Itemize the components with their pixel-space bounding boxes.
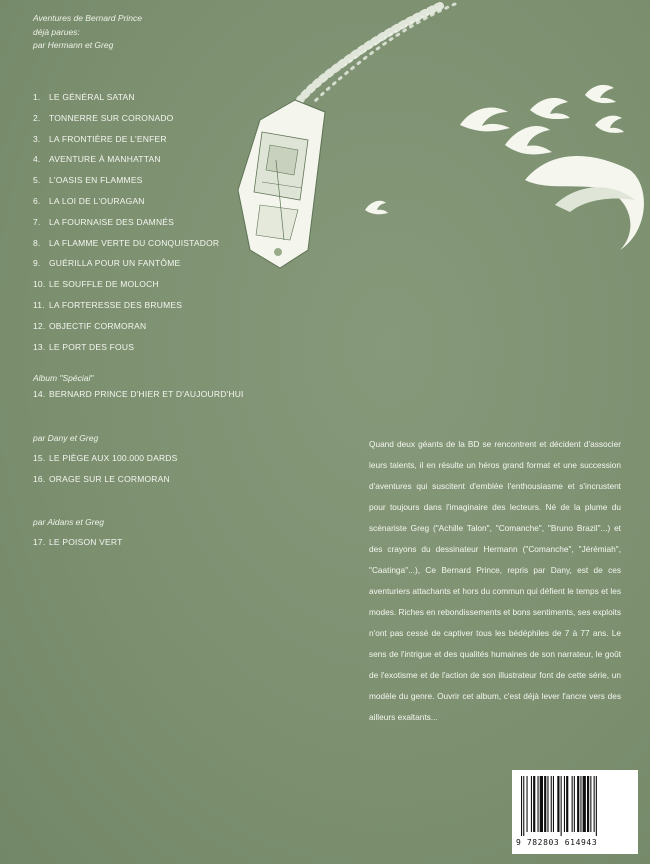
ship-illustration bbox=[190, 0, 650, 330]
list-item bbox=[33, 342, 219, 363]
ship-hull bbox=[238, 100, 325, 268]
barcode-bar bbox=[596, 776, 597, 836]
album-title: ORAGE SUR LE CORMORAN bbox=[49, 473, 170, 484]
album-number: 4. bbox=[33, 154, 41, 165]
album-number: 15. bbox=[33, 453, 46, 463]
album-list-aidans bbox=[33, 537, 123, 558]
album-number: 5. bbox=[33, 175, 41, 186]
barcode-bar bbox=[557, 776, 559, 832]
album-title: LA FRONTIÈRE DE L'ENFER bbox=[49, 133, 167, 144]
published-line: déjà parues: bbox=[33, 26, 80, 37]
special-album-label: Album "Spécial" bbox=[33, 373, 94, 383]
album-number: 11. bbox=[33, 299, 45, 310]
album-title: AVENTURE À MANHATTAN bbox=[49, 154, 161, 165]
barcode-bar bbox=[572, 776, 573, 832]
list-item bbox=[33, 474, 178, 495]
barcode-bar bbox=[527, 776, 528, 832]
album-title: LA FORTERESSE DES BRUMES bbox=[49, 299, 183, 310]
authors-aidans-greg: par Aidans et Greg bbox=[33, 517, 105, 527]
album-number: 6. bbox=[33, 195, 41, 206]
list-item bbox=[33, 453, 178, 474]
album-number: 8. bbox=[33, 237, 41, 248]
album-number: 10. bbox=[33, 279, 46, 290]
barcode-bar bbox=[544, 776, 546, 832]
barcode-bar bbox=[583, 776, 586, 832]
barcode-bar bbox=[564, 776, 565, 832]
album-number: 2. bbox=[33, 112, 41, 123]
authors-dany-greg: par Dany et Greg bbox=[33, 433, 99, 443]
album-number: 12. bbox=[33, 320, 46, 331]
album-title: TONNERRE SUR CORONADO bbox=[49, 112, 174, 123]
authors-hermann-greg: par Hermann et Greg bbox=[33, 40, 114, 50]
barcode-bar bbox=[594, 776, 595, 832]
album-list-special bbox=[33, 389, 244, 410]
album-title: GUÉRILLA POUR UN FANTÔME bbox=[49, 258, 181, 269]
barcode-bar bbox=[547, 776, 548, 832]
album-title: LA FLAMME VERTE DU CONQUISTADOR bbox=[49, 237, 220, 248]
album-number: 1. bbox=[33, 92, 41, 102]
barcode-bar bbox=[551, 776, 552, 832]
barcode-bar bbox=[533, 776, 535, 832]
album-title: LE PIÈGE AUX 100.000 DARDS bbox=[49, 453, 178, 463]
barcode-bar bbox=[538, 776, 539, 832]
album-number: 9. bbox=[33, 258, 41, 269]
list-item bbox=[33, 537, 123, 558]
barcode-bar bbox=[580, 776, 581, 832]
album-number: 17. bbox=[33, 537, 46, 547]
barcode-bar bbox=[540, 776, 543, 832]
barcode-bar bbox=[577, 776, 579, 832]
series-line: Aventures de Bernard Prince bbox=[33, 13, 142, 23]
barcode-bar bbox=[566, 776, 568, 832]
barcode-bar bbox=[523, 776, 524, 836]
barcode-bar bbox=[553, 776, 554, 832]
album-title: LA FOURNAISE DES DAMNÉS bbox=[49, 216, 175, 227]
seagull-icon bbox=[365, 85, 644, 250]
barcode-bar bbox=[574, 776, 575, 832]
album-title: LE PORT DES FOUS bbox=[49, 341, 135, 352]
barcode-bar bbox=[531, 776, 532, 832]
barcode-bar bbox=[521, 776, 522, 836]
barcode bbox=[512, 770, 638, 854]
barcode-digits: 9 782803 614943 bbox=[516, 838, 598, 847]
barcode-bar bbox=[587, 776, 589, 832]
album-number: 14. bbox=[33, 389, 46, 399]
album-title: LE GÉNÉRAL SATAN bbox=[49, 92, 135, 102]
barcode-bar bbox=[561, 776, 562, 836]
album-number: 7. bbox=[33, 216, 41, 227]
synopsis-text: Quand deux géants de la BD se rencontrent et décident d'associer leurs talents, il en résulte un héros grand format et une succession d'aventures qui suscitent d'emblée l'enthousiasme et s'incrustent pour toujours dans l'imaginaire des lecteurs. Né de la plume du scénariste Greg ("Achille Talon", "Comanche", "Bruno Brazil"...) et des crayons du dessinateur Hermann ("Comanche", "Jérémiah", "Caatinga"...), Ce Bernard Prince, repris par Dany, est de ces aventuriers attachants et hors du commun qui défient le temps et les modes. Riches en rebondissements et bons sentiments, ses exploits n'ont pas cessé de captiver tous les bédéphiles de 7 à 77 ans. Le sens de l'intrigue et des qualités humaines de son narrateur, le goût de l'exotisme et de l'action de son illustrateur font de cette série, un modèle du genre. Ouvrir cet album, c'est déjà lever l'ancre vers des ailleurs exaltants... bbox=[369, 439, 621, 722]
barcode-bars bbox=[519, 776, 631, 836]
album-number: 3. bbox=[33, 133, 41, 144]
album-title: OBJECTIF CORMORAN bbox=[49, 320, 147, 331]
album-list-dany bbox=[33, 453, 178, 495]
album-title: L'OASIS EN FLAMMES bbox=[49, 175, 143, 186]
album-number: 13. bbox=[33, 341, 46, 352]
list-item bbox=[33, 389, 244, 410]
album-title: LE SOUFFLE DE MOLOCH bbox=[49, 279, 159, 290]
album-title: LA LOI DE L'OURAGAN bbox=[49, 195, 145, 206]
album-title: BERNARD PRINCE D'HIER ET D'AUJOURD'HUI bbox=[49, 389, 244, 399]
album-number: 16. bbox=[33, 473, 46, 484]
barcode-bar bbox=[590, 776, 591, 832]
album-title: LE POISON VERT bbox=[49, 537, 123, 547]
